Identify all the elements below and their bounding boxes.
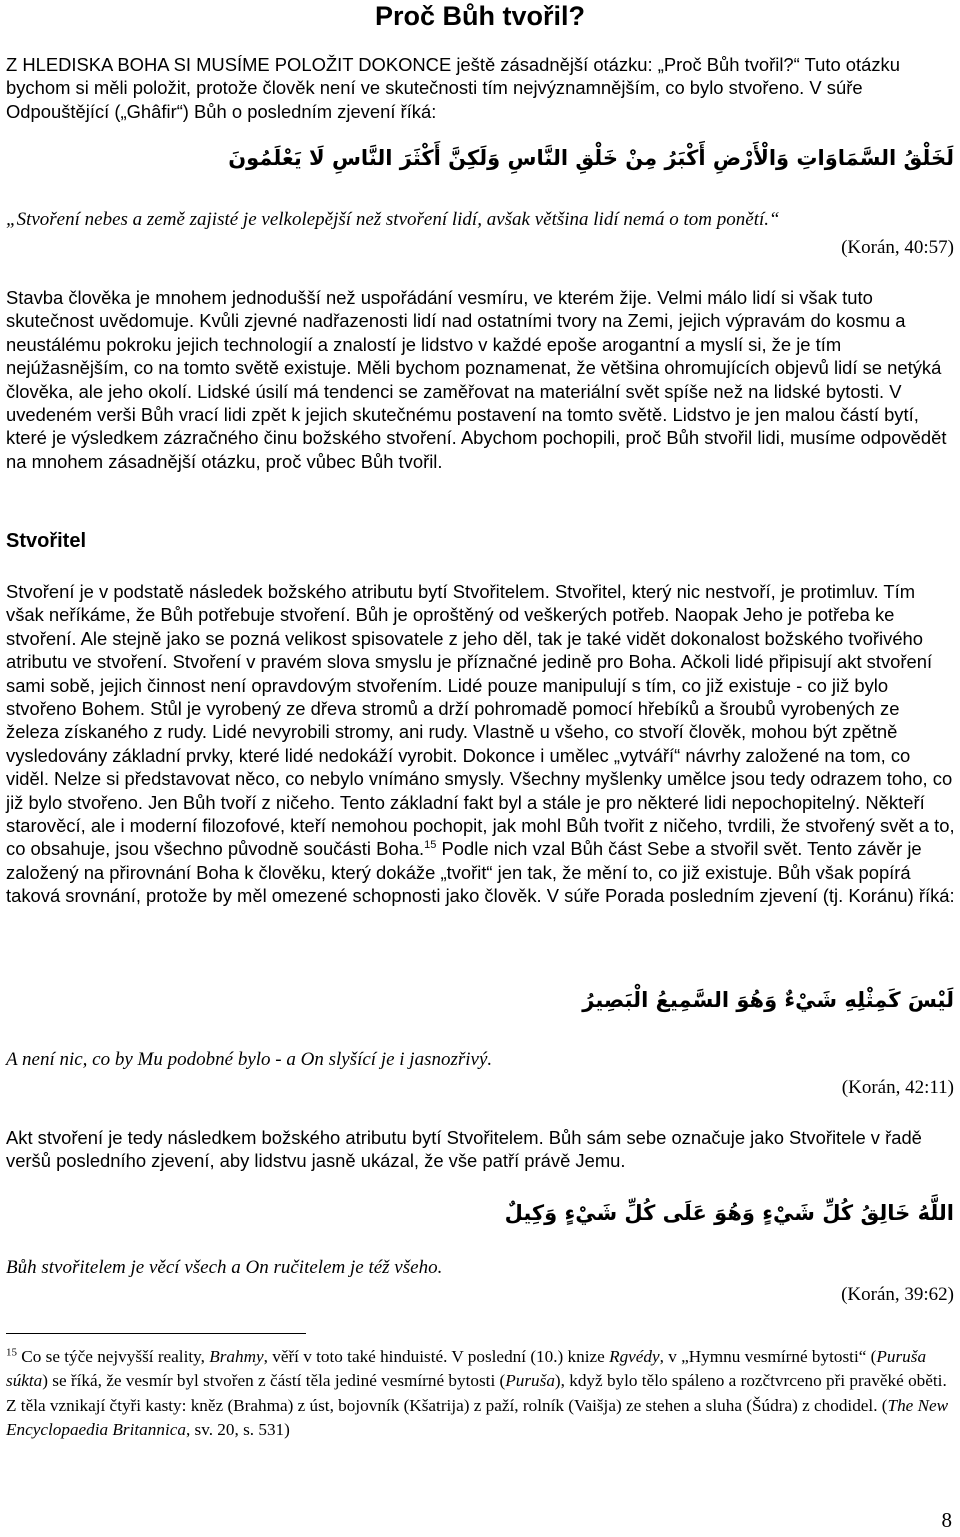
paragraph-3	[6, 580, 956, 908]
section-heading: Stvořitel	[6, 530, 87, 552]
footnote	[6, 1345, 952, 1443]
footnote-term: The New Encyclopaedia Britannica	[6, 1395, 949, 1440]
verse-2-reference: (Korán, 42:11)	[841, 1077, 954, 1098]
verse-3-translation: Bůh stvořitelem je věcí všech a On ručitelem je též všeho.	[6, 1257, 443, 1278]
footnote-text: Co se týče nejvyšší reality,	[17, 1347, 210, 1366]
footnote-text: , v „Hymnu vesmírné bytosti“ (	[659, 1347, 877, 1366]
footnote-marker[interactable]: 15	[424, 839, 437, 852]
footnote-text: ) se říká, že vesmír byl stvořen z částí těla jediné vesmírné bytosti (	[42, 1371, 506, 1391]
verse-2-translation: A není nic, co by Mu podobné bylo - a On slyšící je i jasnozřivý.	[6, 1049, 493, 1070]
footnote-term: Puruša súkta	[6, 1347, 927, 1391]
page-number: 8	[941, 1508, 952, 1532]
footnote-text: , sv. 20, s. 531)	[185, 1420, 290, 1440]
verse-1-reference: (Korán, 40:57)	[841, 237, 954, 258]
footnote-term: Rgvédy	[609, 1347, 660, 1366]
footnote-text: ), když bylo tělo spáleno a rozčtvrceno při pravěké oběti. Z těla vznikají čtyři kasty: kněz (Brahma) z úst, bojovník (Kšatrija) z paží, rolník (Vaišja) ze stehen a sluha (Šúdra) z chodidel. (	[6, 1371, 947, 1415]
verse-3-arabic: اللَّهُ خَالِقُ كُلِّ شَيْءٍ وَهُوَ عَلَى كُلِّ شَيْءٍ وَكِيلٌ	[504, 1201, 954, 1225]
paragraph-3-text-a: Stvoření je v podstatě následek božského atributu bytí Stvořitelem. Stvořitel, který nic nestvoří, je protimluv. Tím však neříkáme, že Bůh potřebuje stvoření. Bůh je oproštěný od veškerých potřeb. Naopak Jeho je potřeba ke stvoření. Ale stejně jako se pozná velikost spisovatele z jeho děl, tak je také vidět dokonalost božského tvořivého atributu ve stvoření. Stvoření v pravém slova smyslu je příznačné jedině pro Boha. Ačkoli lidé připisují akt stvoření sami sobě, jejich činnost není opravdovým stvořením. Lidé pouze manipulují s tím, co již existuje - co již bylo stvořeno Bohem. Stůl je vyrobený ze dřeva stromů a drží pohromadě pomocí hřebíků a šroubů vyrobených ze železa získaného z rudy. Lidé nevyrobili stromy, ani rudy. Vlastně u všeho, co stvoří člověk, mohou být zpětně vysledovány základní prvky, které lidé nedokáží vyrobit. Dokonce i umělec „vytváří“ návrhy založené na tom, co viděl. Nelze si představovat něco, co nebylo vnímáno smysly. Všechny myšlenky umělce jsou tedy odrazem toho, co již bylo stvořeno. Jen Bůh tvoří z ničeho. Tento základní fakt byl a stále je pro některé lidi nepochopitelný. Někteří starověcí, ale i moderní filozofové, kteří nemohou pochopit, jak mohl Bůh tvořit z ničeho, tvrdili, že stvořený svět a to, co obsahuje, jsou všechno původně součásti Boha.	[6, 581, 955, 860]
footnote-term: Brahmy	[209, 1347, 264, 1366]
verse-1-arabic: لَخَلْقُ السَّمَاوَاتِ وَالْأَرْضِ أَكْبَرُ مِنْ خَلْقِ النَّاسِ وَلَكِنَّ أَكْثَرَ النَّاسِ لَا يَعْلَمُونَ	[228, 146, 954, 170]
footnote-term: Puruša	[505, 1371, 555, 1391]
footnote-text: , věří v toto také hinduisté. V poslední (10.) knize	[263, 1347, 610, 1366]
page-title: Proč Bůh tvořil?	[374, 1, 585, 31]
verse-3-reference: (Korán, 39:62)	[841, 1284, 954, 1305]
footnote-separator	[6, 1333, 306, 1334]
paragraph-2: Stavba člověka je mnohem jednodušší než uspořádání vesmíru, ve kterém žije. Velmi málo lidí si však tuto skutečnost uvědomuje. Kvůli zjevné nadřazenosti lidí nad ostatními tvory na Zemi, jejich výpravám do kosmu a neustálému pokroku jejich technologií a znalostí je lidstvo v každé epoše arogantní a myslí si, že je tím nejúžasnějším, co na tomto světě existuje. Měli bychom poznamenat, že většina ohromujících objevů lidí se netýká člověka, ale jeho okolí. Lidské úsilí má tendenci se zaměřovat na materiální svět spíše než na lidské bytosti. V uvedeném verši Bůh vrací lidi zpět k jejich skutečnému postavení na tomto světě. Lidstvo je jen malou částí bytí, které je výsledkem zázračného činu božského stvoření. Abychom pochopili, proč Bůh stvořil lidi, musíme odpovědět na mnohem zásadnější otázku, proč vůbec Bůh tvořil.	[6, 287, 947, 472]
footnote-number: 15	[6, 1346, 17, 1359]
intro-paragraph: Z HLEDISKA BOHA SI MUSÍME POLOŽIT DOKONCE ještě zásadnější otázku: „Proč Bůh tvořil?“ Tuto otázku bychom si měli položit, protože člověk není ve skutečnosti tím nejvýznamnějším, co bylo stvořeno. V súře Odpouštějící („Ghâfir“) Bůh o posledním zjevení říká:	[6, 54, 900, 122]
verse-1-translation: „Stvoření nebes a země zajisté je velkolepější než stvoření lidí, avšak většina lidí nemá o tom ponětí.“	[6, 209, 780, 230]
verse-2-arabic: لَيْسَ كَمِثْلِهِ شَيْءٌ وَهُوَ السَّمِيعُ الْبَصِيرُ	[582, 988, 954, 1012]
paragraph-3-text-b: Podle nich vzal Bůh část Sebe a stvořil svět. Tento závěr je založený na přirovnání Boha k člověku, který dokáže „tvořit“ jen tak, že mění to, co již existuje. Bůh však popírá taková srovnání, protože by měl omezené schopnosti jako člověk. V súře Porada posledním zjevení (tj. Koránu) říká:	[6, 838, 955, 907]
paragraph-4: Akt stvoření je tedy následkem božského atributu bytí Stvořitelem. Bůh sám sebe označuje jako Stvořitele v řadě veršů posledního zjevení, aby lidstvu jasně ukázal, že vše patří právě Jemu.	[6, 1127, 922, 1172]
